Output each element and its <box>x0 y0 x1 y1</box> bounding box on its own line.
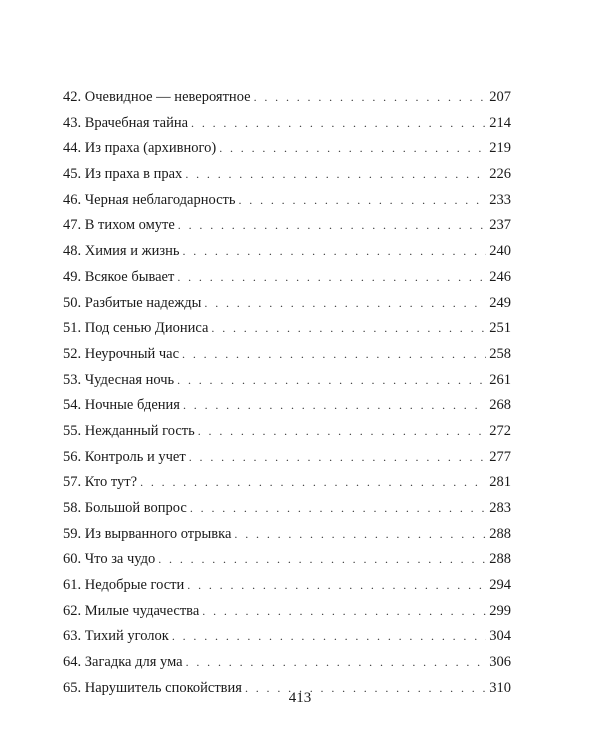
toc-entry-page: 310 <box>489 679 511 696</box>
page-number: 413 <box>288 690 312 706</box>
dot-leader <box>172 624 486 650</box>
toc-entry-title: 53. Чудесная ночь <box>63 371 175 388</box>
dot-leader <box>238 188 486 214</box>
toc-entry-title: 56. Контроль и учет <box>63 448 186 465</box>
toc-entry-page: 281 <box>489 474 511 491</box>
toc-entry <box>63 445 511 471</box>
toc-entry <box>63 522 511 548</box>
toc-entry <box>63 368 511 394</box>
toc-entry-title: 48. Химия и жизнь <box>63 243 180 260</box>
dot-leader <box>204 291 486 317</box>
toc-entry-page: 272 <box>489 422 511 439</box>
toc-entry-page: 261 <box>489 371 511 388</box>
toc-entry-page: 219 <box>489 140 511 157</box>
toc-entry-page: 288 <box>489 525 511 542</box>
table-of-contents <box>63 85 511 702</box>
toc-entry-page: 240 <box>489 243 511 260</box>
dot-leader <box>211 316 486 342</box>
toc-entry-title: 49. Всякое бывает <box>63 268 175 285</box>
toc-entry-page: 226 <box>489 166 511 183</box>
dot-leader <box>182 239 486 265</box>
toc-entry-title: 52. Неурочный час <box>63 345 180 362</box>
toc-entry-title: 47. В тихом омуте <box>63 217 175 234</box>
toc-entry-page: 283 <box>489 500 511 516</box>
dot-leader <box>177 368 486 394</box>
toc-entry-page: 299 <box>489 602 511 619</box>
toc-entry-page: 214 <box>489 114 511 131</box>
toc-entry-title: 62. Милые чудачества <box>63 602 200 619</box>
toc-entry <box>63 599 511 625</box>
toc-entry-title: 50. Разбитые надежды <box>63 294 202 311</box>
toc-entry-title: 51. Под сенью Диониса <box>63 320 209 337</box>
toc-entry <box>63 291 511 317</box>
toc-entry-title: 61. Недобрые гости <box>63 577 185 594</box>
toc-entry-page: 249 <box>489 294 511 311</box>
toc-entry-page: 294 <box>489 577 511 594</box>
dot-leader <box>202 599 486 625</box>
toc-entry-title: 60. Что за чудо <box>63 551 156 568</box>
toc-entry-title: 43. Врачебная тайна <box>63 114 189 131</box>
toc-entry-title: 59. Из вырванного отрывка <box>63 525 232 542</box>
dot-leader <box>190 496 486 522</box>
dot-leader <box>254 85 487 111</box>
dot-leader <box>234 522 486 548</box>
toc-entry-title: 55. Нежданный гость <box>63 422 195 439</box>
dot-leader <box>189 445 487 471</box>
toc-entry-title: 46. Черная неблагодарность <box>63 191 236 208</box>
toc-entry-page: 277 <box>489 448 511 465</box>
toc-entry-page: 237 <box>489 217 511 234</box>
toc-entry-page: 306 <box>489 654 511 671</box>
toc-entry <box>63 213 511 239</box>
dot-leader <box>198 419 487 445</box>
toc-entry-page: 304 <box>489 628 511 645</box>
dot-leader <box>187 573 486 599</box>
toc-entry <box>63 316 511 342</box>
toc-entry <box>63 650 511 676</box>
toc-entry <box>63 85 511 111</box>
toc-entry-title: 57. Кто тут? <box>63 474 138 491</box>
dot-leader <box>183 393 486 419</box>
dot-leader <box>185 162 486 188</box>
toc-entry-page: 268 <box>489 397 511 414</box>
toc-entry <box>63 239 511 265</box>
toc-entry-page: 251 <box>489 320 511 337</box>
toc-entry <box>63 342 511 368</box>
toc-entry <box>63 419 511 445</box>
dot-leader <box>177 265 486 291</box>
toc-entry <box>63 393 511 419</box>
toc-entry <box>63 470 511 496</box>
toc-entry-page: 246 <box>489 268 511 285</box>
toc-entry-title: 58. Большой вопрос <box>63 500 187 516</box>
dot-leader <box>186 650 487 676</box>
toc-entry-title: 42. Очевидное — невероятное <box>63 89 251 105</box>
toc-entry <box>63 624 511 650</box>
dot-leader <box>219 136 486 162</box>
toc-entry <box>63 162 511 188</box>
toc-entry <box>63 496 511 522</box>
toc-entry <box>63 265 511 291</box>
toc-entry-page: 258 <box>489 345 511 362</box>
dot-leader <box>191 111 486 137</box>
dot-leader <box>158 547 486 573</box>
toc-entry-title: 45. Из праха в прах <box>63 166 183 183</box>
toc-entry-title: 54. Ночные бдения <box>63 397 180 414</box>
toc-entry-page: 207 <box>489 89 511 105</box>
dot-leader <box>182 342 486 368</box>
toc-entry-page: 288 <box>489 551 511 568</box>
toc-entry <box>63 188 511 214</box>
toc-entry-title: 44. Из праха (архивного) <box>63 140 217 157</box>
toc-entry <box>63 547 511 573</box>
toc-entry-title: 64. Загадка для ума <box>63 654 183 671</box>
toc-entry-title: 65. Нарушитель спокойствия <box>63 679 242 696</box>
toc-entry-title: 63. Тихий уголок <box>63 628 169 645</box>
toc-entry-page: 233 <box>489 191 511 208</box>
toc-entry <box>63 111 511 137</box>
dot-leader <box>140 470 486 496</box>
toc-entry <box>63 573 511 599</box>
dot-leader <box>178 213 486 239</box>
toc-entry <box>63 136 511 162</box>
